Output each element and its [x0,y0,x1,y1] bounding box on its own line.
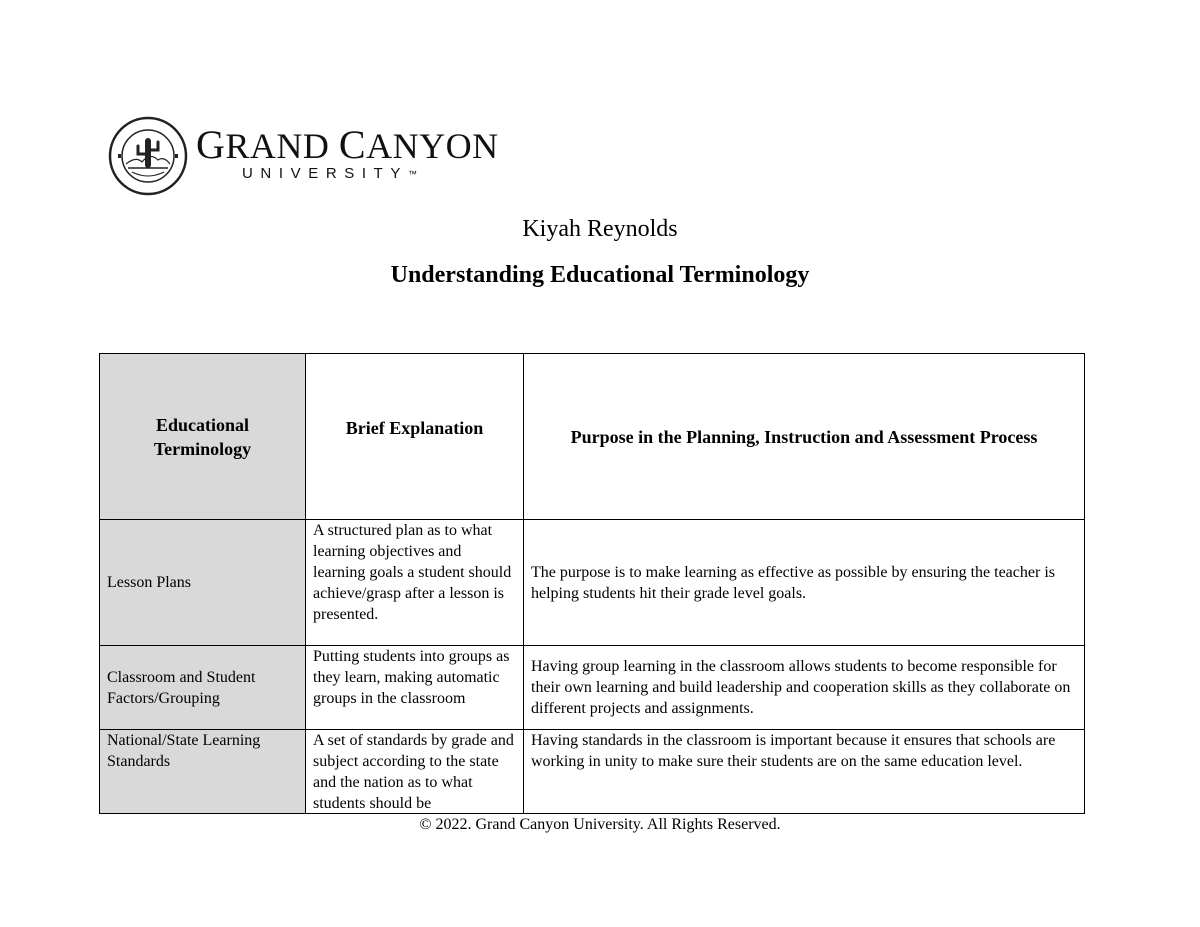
university-logo [108,116,499,196]
copyright-footer: © 2022. Grand Canyon University. All Rights Reserved. [419,816,781,833]
terminology-table [99,353,1085,814]
explanation-cell [306,730,524,814]
header-explanation: Brief Explanation [306,354,524,520]
table-header-row [100,354,1085,520]
term-text: National/State Learning Standards [107,732,261,770]
term-cell [100,730,306,814]
university-name: GRAND CANYON [196,121,499,167]
explanation-text: A set of standards by grade and subject according to the state and the nation as to what students should be [313,732,514,812]
purpose-text: Having standards in the classroom is important because it ensures that schools are working in unity to make sure their students are on the same education level. [531,732,1056,770]
table-row [100,520,1085,646]
university-seal-icon [108,116,188,196]
university-wordmark [196,121,499,183]
purpose-cell [524,730,1085,814]
header-terminology: Educational Terminology [100,354,306,520]
university-subtitle: UNIVERSITY™ [242,164,418,182]
table-row [100,730,1085,814]
purpose-cell: The purpose is to make learning as effective as possible by ensuring the teacher is helping students hit their grade level goals. [524,520,1085,646]
explanation-text: Putting students into groups as they learn, making automatic groups in the classroom [313,648,510,707]
term-cell: Classroom and Student Factors/Grouping [100,646,306,730]
header-purpose: Purpose in the Planning, Instruction and Assessment Process [524,354,1085,520]
table-row [100,646,1085,730]
term-cell: Lesson Plans [100,520,306,646]
explanation-text: A structured plan as to what learning objectives and learning goals a student should achieve/grasp after a lesson is presented. [313,522,512,623]
purpose-cell: Having group learning in the classroom allows students to become responsible for their own learning and build leadership and cooperation skills as they collaborate on different projects and assignments. [524,646,1085,730]
explanation-cell [306,646,524,730]
document-title: Understanding Educational Terminology [390,262,810,288]
author-name: Kiyah Reynolds [522,216,678,242]
explanation-cell [306,520,524,646]
